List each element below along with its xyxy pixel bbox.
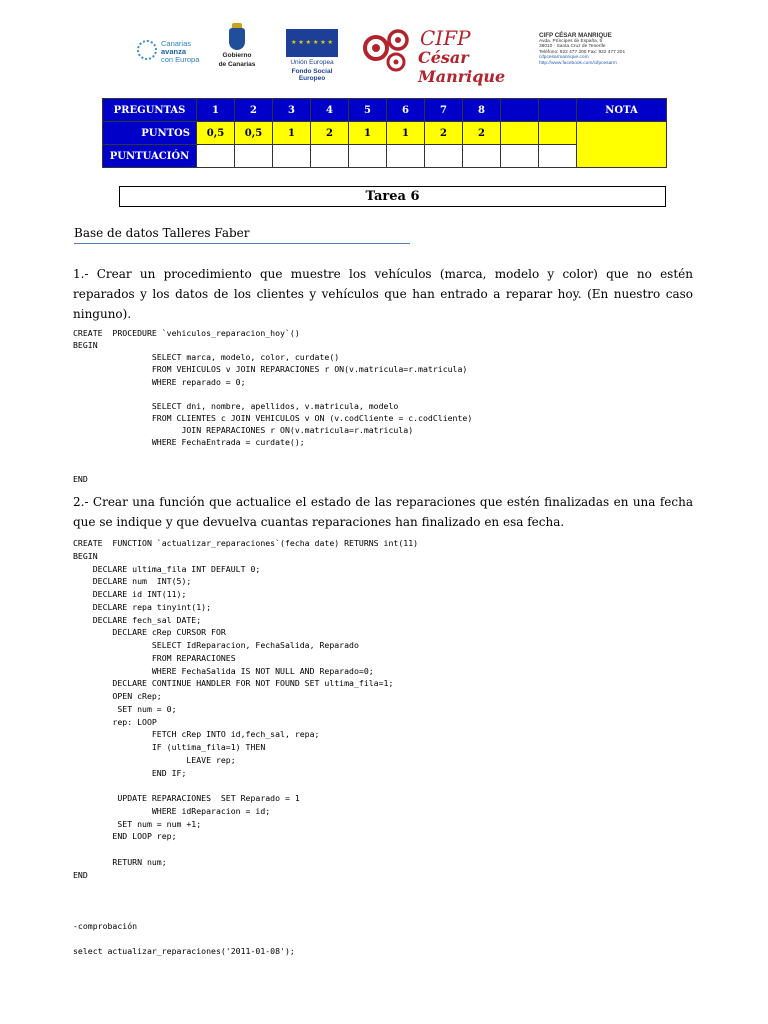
code-line: FROM CLIENTES c JOIN VEHICULOS v ON (v.codCliente = c.codCliente) bbox=[73, 413, 473, 424]
code-line: DECLARE CONTINUE HANDLER FOR NOT FOUND SET ultima_fila=1; bbox=[73, 678, 394, 689]
subtitle: Base de datos Talleres Faber bbox=[74, 226, 410, 244]
points-cell: 0,5 bbox=[235, 122, 273, 145]
code-line: select actualizar_reparaciones('2011-01-08'); bbox=[73, 946, 295, 956]
cifp-spiral-icon bbox=[362, 26, 418, 74]
questions-row bbox=[103, 99, 667, 122]
code-line: WHERE reparado = 0; bbox=[73, 376, 246, 387]
question-2-text: 2.- Crear una función que actualice el estado de las reparaciones que estén finalizadas en una fecha que se indique y que devuelva cuantas reparaciones han finalizado en esa fecha. bbox=[73, 495, 693, 529]
code-line: WHERE FechaSalida IS NOT NULL AND Reparado=0; bbox=[73, 665, 374, 676]
code-line: OPEN cRep; bbox=[73, 691, 162, 701]
code-line: BEGIN bbox=[73, 550, 98, 561]
page-title: Tarea 6 bbox=[119, 186, 666, 207]
question-cell: 8 bbox=[463, 99, 501, 122]
code-line: LEAVE rep; bbox=[73, 754, 236, 765]
question-cell: 3 bbox=[273, 99, 311, 122]
score-table bbox=[102, 98, 667, 168]
code-line: END bbox=[73, 869, 88, 880]
points-label: PUNTOS bbox=[103, 122, 197, 145]
score-cell bbox=[273, 145, 311, 168]
questions-label: PREGUNTAS bbox=[103, 99, 197, 122]
score-cell bbox=[463, 145, 501, 168]
score-cell bbox=[235, 145, 273, 168]
score-cell bbox=[425, 145, 463, 168]
question-cell bbox=[539, 99, 577, 122]
points-cell bbox=[501, 122, 539, 145]
question-cell: 5 bbox=[349, 99, 387, 122]
code-line: SELECT dni, nombre, apellidos, v.matricula, modelo bbox=[73, 400, 399, 411]
school-website-link[interactable]: cifpcesarmanrique.com bbox=[539, 55, 589, 61]
cifp-cesar-manrique-logo: CIFP César Manrique bbox=[362, 26, 526, 76]
code-line: WHERE FechaEntrada = curdate(); bbox=[73, 437, 305, 448]
code-line: SELECT IdReparacion, FechaSalida, Reparado bbox=[73, 640, 359, 650]
code-line: BEGIN bbox=[73, 340, 98, 351]
nota-value-cell bbox=[577, 122, 667, 168]
score-cell bbox=[197, 145, 235, 168]
points-cell: 1 bbox=[273, 122, 311, 145]
gobierno-canarias-logo: Gobierno de Canarias bbox=[217, 28, 257, 72]
score-cell bbox=[539, 145, 577, 168]
code-line: UPDATE REPARACIONES SET Reparado = 1 bbox=[73, 793, 300, 803]
score-cell bbox=[311, 145, 349, 168]
code-line: DECLARE id INT(11); bbox=[73, 589, 187, 599]
question-cell: 2 bbox=[235, 99, 273, 122]
question-1-text: 1.- Crear un procedimiento que muestre los vehículos (marca, modelo y color) que no estén reparados y los datos de los clientes y vehículos que han entrado a reparar hoy. (En nuestro caso ninguno). bbox=[73, 267, 693, 321]
code-line: SET num = num +1; bbox=[73, 818, 202, 829]
header-logos bbox=[0, 26, 768, 86]
code-line: rep: LOOP bbox=[73, 716, 157, 727]
code-line: END bbox=[73, 473, 88, 484]
points-cell: 2 bbox=[463, 122, 501, 145]
score-cell bbox=[387, 145, 425, 168]
code-line: DECLARE cRep CURSOR FOR bbox=[73, 627, 226, 638]
points-row bbox=[103, 122, 667, 145]
question-cell: 1 bbox=[197, 99, 235, 122]
question-cell: 6 bbox=[387, 99, 425, 122]
points-cell: 2 bbox=[425, 122, 463, 145]
code-line: DECLARE repa tinyint(1); bbox=[73, 601, 212, 612]
code-line: FROM VEHICULOS v JOIN REPARACIONES r ON(v.matricula=r.matricula) bbox=[73, 364, 468, 375]
union-europea-logo: ★ ★ ★ ★ ★ ★ Unión Europea Fondo Social Europeo bbox=[279, 29, 345, 73]
points-cell: 2 bbox=[311, 122, 349, 145]
points-cell: 1 bbox=[349, 122, 387, 145]
nota-label: NOTA bbox=[577, 99, 667, 122]
code-line: CREATE FUNCTION `actualizar_reparaciones`(fecha date) RETURNS int(11) bbox=[73, 538, 419, 548]
code-line: SELECT marca, modelo, color, curdate() bbox=[73, 352, 340, 363]
canarias-dots-icon bbox=[137, 40, 157, 60]
code-line: -comprobación bbox=[73, 920, 138, 931]
score-cell bbox=[501, 145, 539, 168]
code-line: FETCH cRep INTO id,fech_sal, repa; bbox=[73, 729, 320, 740]
code-line: FROM REPARACIONES bbox=[73, 652, 236, 663]
question-cell: 4 bbox=[311, 99, 349, 122]
points-cell bbox=[539, 122, 577, 145]
code-line: END LOOP rep; bbox=[73, 831, 177, 842]
points-cell: 1 bbox=[387, 122, 425, 145]
question-cell bbox=[501, 99, 539, 122]
question-cell: 7 bbox=[425, 99, 463, 122]
school-facebook-link[interactable]: http://www.facebook.com/cifpcesarm bbox=[539, 60, 617, 66]
eu-flag-icon: ★ ★ ★ ★ ★ ★ bbox=[286, 29, 338, 57]
school-address: CIFP CÉSAR MANRIQUE Avda. Príncipes de España, 5 38010 · Santa Cruz de Tenerife Teléfono: 922 477 200 Fax: 922 477 201 cifpcesarmanrique.com http://www.facebook.com/cifpcesarm bbox=[539, 32, 649, 66]
score-cell bbox=[349, 145, 387, 168]
code-line: DECLARE num INT(5); bbox=[73, 576, 192, 587]
score-label: PUNTUACIÓN bbox=[103, 145, 197, 168]
code-line: JOIN REPARACIONES r ON(v.matricula=r.matricula) bbox=[73, 425, 414, 436]
code-line: IF (ultima_fila=1) THEN bbox=[73, 742, 266, 752]
code-line: CREATE PROCEDURE `vehiculos_reparacion_hoy`() bbox=[73, 328, 300, 338]
code-line: RETURN num; bbox=[73, 856, 167, 867]
code-line: WHERE idReparacion = id; bbox=[73, 805, 271, 816]
coat-of-arms-icon bbox=[229, 28, 245, 50]
code-line: END IF; bbox=[73, 767, 187, 778]
code-line: DECLARE ultima_fila INT DEFAULT 0; bbox=[73, 563, 261, 574]
code-line: SET num = 0; bbox=[73, 703, 177, 714]
canarias-avanza-logo: Canarias avanza con Europa bbox=[137, 34, 209, 70]
code-line: DECLARE fech_sal DATE; bbox=[73, 614, 202, 625]
points-cell: 0,5 bbox=[197, 122, 235, 145]
